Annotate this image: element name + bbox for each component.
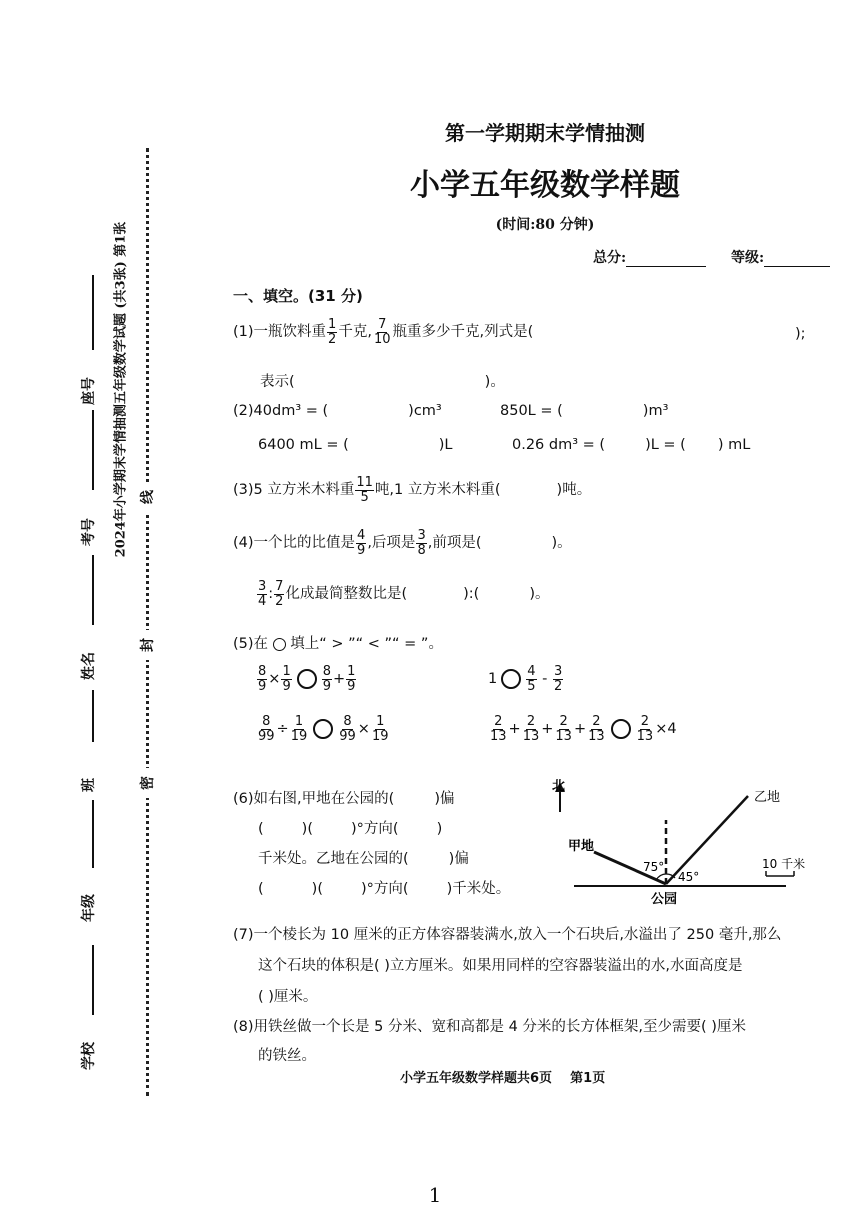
exam-time: (时间:80 分钟) [495,217,595,233]
compare-expr-4: $\frac{2}{13}$ + $\frac{2}{13}$ + $\frac{2}{13}$ + $\frac{2}{13}$ $\frac{2}{13}$ ×4 [490,714,677,744]
fraction: $\frac{7}{2}$ [275,579,284,609]
question-1 [233,318,533,346]
q1-end: ); [795,326,806,342]
q6-line-1: (6)如右图,甲地在公园的( )偏 [233,791,455,807]
page-number: 1 [428,1183,442,1207]
seat-blank [92,275,94,350]
q2-part-b [500,403,668,419]
q4-text-c: ,前项是( [427,535,482,552]
compare-circle-1[interactable] [297,669,317,689]
q6-line-3: 千米处。乙地在公园的( )偏 [258,851,469,867]
operator: ÷ [276,721,289,738]
total-score-blank[interactable] [626,252,706,267]
exam-supertitle: 第一学期期末学情抽测 [445,121,645,145]
name-label: 姓名 [81,652,97,680]
q4-text-b: ,后项是 [367,535,416,552]
binding-dotted-line [146,148,149,1096]
seat-label: 座号 [81,377,97,405]
q7-line-2: 这个石块的体积是( )立方厘米。如果用同样的空容器装溢出的水,水面高度是 [258,958,743,974]
q2-text-b: )cm³ [408,403,442,419]
jia-label: 甲地 [568,839,595,854]
total-score-label: 总分: [593,250,627,266]
grade-level-label: 等级: [731,250,765,266]
q7-line-3: ( )厘米。 [258,989,318,1005]
q2-text-d: )m³ [642,403,669,419]
direction-diagram [548,770,818,910]
q8-line-2: 的铁丝。 [258,1048,316,1064]
name-blank [92,555,94,625]
q2-text-c: 850L = ( [500,403,563,419]
operator: × [357,721,370,738]
compare-expr-1: $\frac{8}{9}$ × $\frac{1}{9}$ $\frac{8}{9}$ + $\frac{1}{9}$ [258,664,356,694]
q1-text-b: 千克, [338,324,372,341]
school-blank [92,945,94,1015]
scale-label: 10 千米 [762,857,806,871]
exam-title: 小学五年级数学样题 [410,168,680,203]
operand: 1 [488,671,498,688]
seal-char-mi: 密 [137,768,157,798]
question-5 [233,632,443,653]
compare-expr-3: $\frac{8}{99}$ ÷ $\frac{1}{19}$ $\frac{8}{99}$ × $\frac{1}{19}$ [258,714,389,744]
ratio-separator: : [268,586,274,603]
operator: ×4 [655,721,677,738]
grade-level-blank[interactable] [764,252,830,267]
q3-text-c: )吨。 [556,482,592,499]
q5-text-a: (5)在 [233,636,269,652]
seal-char-feng: 封 [137,630,157,660]
north-label: 北 [552,779,566,794]
class-blank [92,690,94,742]
operator: × [268,671,281,688]
school-label: 学校 [81,1042,97,1070]
angle-45-label: 45° [678,870,700,884]
question-4 [233,529,572,557]
q5-text-b: 填上“ > ”“ < ”“ = ”。 [290,636,443,652]
operator: + [333,671,346,688]
q4-text-d: )。 [551,535,572,552]
q2-text-i: ) mL [717,437,751,453]
exam-no-label: 考号 [81,518,97,546]
question-3 [233,476,591,504]
page-footer: 小学五年级数学样题共6页 第1页 [400,1071,606,1086]
q2-text-g: 0.26 dm³ = ( [512,437,606,453]
fraction: $\frac{7}{10}$ [373,317,391,347]
q4-text-a: (4)一个比的比值是 [233,535,356,552]
class-label: 班 [81,778,97,792]
q4-text-g: )。 [529,586,550,603]
q2-text-a: (2)40dm³ = ( [233,403,329,419]
angle-75-label: 75° [643,860,665,874]
q2-part-a [233,403,442,419]
compare-circle-4[interactable] [611,719,631,739]
q2-text-e: 6400 mL = ( [258,437,349,453]
year-label: 年级 [81,894,97,922]
q4-text-f: ):( [463,586,480,603]
park-label: 公园 [651,892,678,907]
q1-line2-a: 表示( [260,374,295,390]
operator: - [542,671,548,688]
q2-text-f: )L [438,437,453,453]
q8-line-1: (8)用铁丝做一个长是 5 分米、宽和高都是 4 分米的长方体框架,至少需要( )厘米 [233,1019,746,1035]
q3-text-a: (3)5 立方米木料重 [233,482,355,499]
compare-circle-2[interactable] [501,669,521,689]
total-score [593,247,706,267]
fraction: $\frac{4}{9}$ [357,528,366,558]
q7-line-1: (7)一个棱长为 10 厘米的正方体容器装满水,放入一个石块后,水溢出了 250 毫升,那么 [233,927,782,943]
circle-symbol [273,638,286,651]
fraction: $\frac{11}{5}$ [356,475,373,505]
q2-part-c [258,437,453,453]
grade-level [731,247,830,267]
q6-line-2: ( )( )°方向( ) [258,821,443,837]
q3-text-b: 吨,1 立方米木料重( [374,482,501,499]
q2-part-d [512,437,750,453]
fraction: $\frac{3}{8}$ [417,528,426,558]
q1-text-c: 瓶重多少千克,列式是( [392,324,534,341]
q2-text-h: )L = ( [645,437,686,453]
exam-no-blank [92,410,94,490]
q1-line2-b: )。 [484,374,505,390]
seal-char-xian: 线 [137,482,157,512]
section-title: 一、填空。(31 分) [233,287,363,305]
q6-line-4: ( )( )°方向( )千米处。 [258,881,511,897]
q1-line2 [260,370,505,391]
q4-text-e: 化成最简整数比是( [285,586,408,603]
fraction: $\frac{1}{2}$ [328,317,337,347]
year-blank [92,800,94,868]
q1-text-a: (1)一瓶饮料重 [233,324,327,341]
compare-circle-3[interactable] [313,719,333,739]
yi-label: 乙地 [754,790,781,805]
exam-title-vertical: 2024年小学期末学情抽测五年级数学试题 (共3张) 第1张 [113,221,129,558]
compare-expr-2: 1 $\frac{4}{5}$ - $\frac{3}{2}$ [488,664,563,694]
question-4-ratio [256,580,549,608]
fraction: $\frac{3}{4}$ [258,579,267,609]
